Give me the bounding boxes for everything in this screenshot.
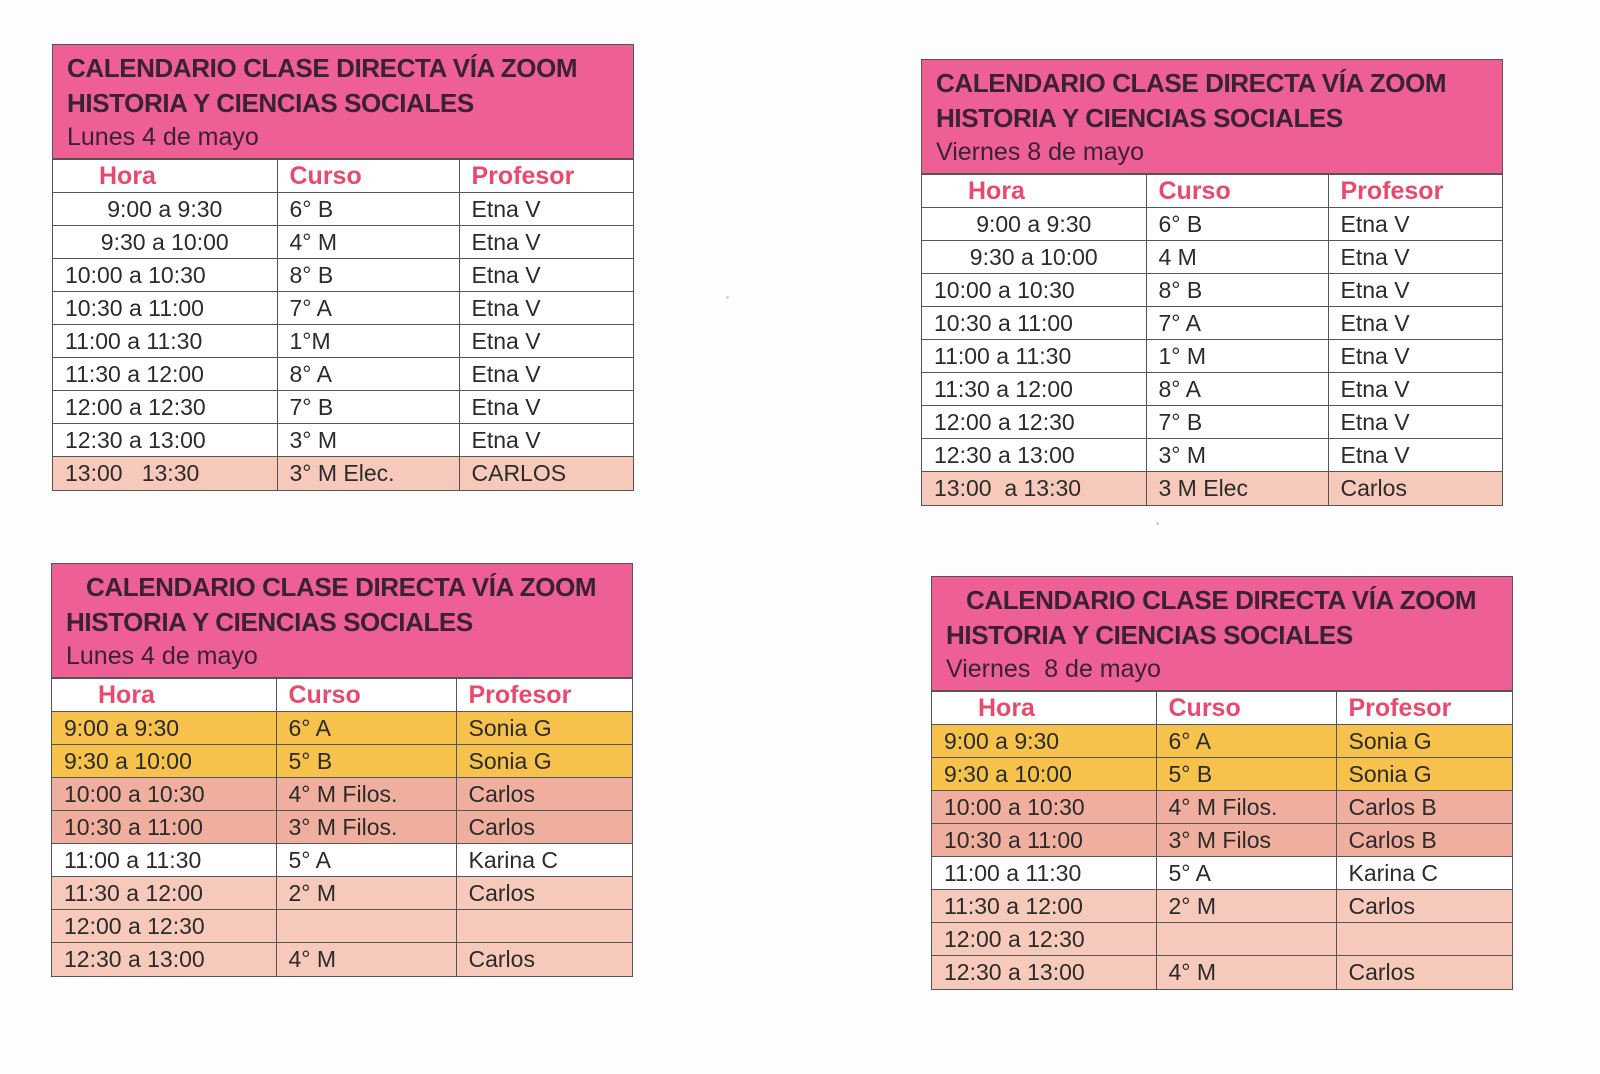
- cell-profesor: Etna V: [459, 193, 633, 226]
- cell-curso: 5° B: [1156, 758, 1336, 791]
- cell-profesor: Etna V: [1328, 406, 1502, 439]
- cell-profesor: Etna V: [1328, 208, 1502, 241]
- cell-curso: 4° M: [277, 226, 459, 259]
- column-hora: Hora: [52, 679, 276, 712]
- column-profesor: Profesor: [459, 160, 633, 193]
- cell-curso: 8° B: [1146, 274, 1328, 307]
- schedule-table-lunes-bottom: [51, 563, 633, 977]
- cell-profesor: Etna V: [459, 358, 633, 391]
- table-row: [932, 923, 1512, 956]
- cell-profesor: Etna V: [1328, 439, 1502, 472]
- table-row: [922, 472, 1502, 505]
- cell-curso: 4° M Filos.: [1156, 791, 1336, 824]
- cell-profesor: Carlos: [456, 877, 632, 910]
- cell-profesor: Carlos: [1336, 956, 1512, 989]
- table-day: Viernes 8 de mayo: [946, 655, 1161, 683]
- table-row: [53, 259, 633, 292]
- cell-curso: 3° M: [277, 424, 459, 457]
- cell-hora: 10:30 a 11:00: [922, 307, 1146, 340]
- table-row: [53, 358, 633, 391]
- cell-profesor: Carlos: [456, 943, 632, 976]
- cell-curso: 6° A: [276, 712, 456, 745]
- cell-curso: 3° M Elec.: [277, 457, 459, 490]
- table-row: [932, 824, 1512, 857]
- column-hora: Hora: [932, 692, 1156, 725]
- cell-hora: 12:00 a 12:30: [932, 923, 1156, 956]
- cell-curso: 1°M: [277, 325, 459, 358]
- table-row: [922, 307, 1502, 340]
- table-row: [932, 857, 1512, 890]
- cell-curso: 4° M Filos.: [276, 778, 456, 811]
- cell-hora: 10:00 a 10:30: [922, 274, 1146, 307]
- cell-hora: 11:00 a 11:30: [53, 325, 277, 358]
- cell-hora: 11:00 a 11:30: [932, 857, 1156, 890]
- table-header-banner: [922, 60, 1502, 174]
- cell-hora: 9:00 a 9:30: [932, 725, 1156, 758]
- table-row: [922, 373, 1502, 406]
- cell-hora: 11:30 a 12:00: [52, 877, 276, 910]
- column-profesor: Profesor: [1336, 692, 1512, 725]
- schedule-table-viernes-bottom: [931, 576, 1513, 990]
- cell-curso: 7° B: [277, 391, 459, 424]
- table-header-banner: [52, 564, 632, 678]
- cell-hora: 10:30 a 11:00: [932, 824, 1156, 857]
- cell-curso: 6° A: [1156, 725, 1336, 758]
- cell-hora: 13:00 13:30: [53, 457, 277, 490]
- table-row: [932, 890, 1512, 923]
- table-row: [52, 877, 632, 910]
- cell-profesor: Sonia G: [1336, 725, 1512, 758]
- table-row: [52, 778, 632, 811]
- column-header-row: [52, 679, 632, 712]
- cell-profesor: Sonia G: [456, 712, 632, 745]
- table-header-banner: [932, 577, 1512, 691]
- table-title: CALENDARIO CLASE DIRECTA VÍA ZOOM: [966, 585, 1477, 615]
- cell-hora: 12:00 a 12:30: [53, 391, 277, 424]
- scan-speck: [726, 296, 729, 299]
- table-row: [52, 943, 632, 976]
- cell-hora: 12:30 a 13:00: [53, 424, 277, 457]
- column-curso: Curso: [1146, 175, 1328, 208]
- table-row: [52, 712, 632, 745]
- column-hora: Hora: [922, 175, 1146, 208]
- column-curso: Curso: [277, 160, 459, 193]
- column-header-row: [932, 692, 1512, 725]
- cell-profesor: Etna V: [1328, 274, 1502, 307]
- cell-curso: 3° M Filos.: [276, 811, 456, 844]
- column-profesor: Profesor: [456, 679, 632, 712]
- table-row: [53, 292, 633, 325]
- cell-hora: 12:00 a 12:30: [922, 406, 1146, 439]
- table-subtitle: HISTORIA Y CIENCIAS SOCIALES: [67, 88, 474, 118]
- schedule-grid: [53, 159, 633, 490]
- cell-hora: 9:00 a 9:30: [922, 208, 1146, 241]
- cell-hora: 9:30 a 10:00: [932, 758, 1156, 791]
- cell-profesor: Carlos: [1328, 472, 1502, 505]
- cell-profesor: Carlos B: [1336, 791, 1512, 824]
- cell-profesor: Karina C: [1336, 857, 1512, 890]
- cell-curso: 3° M Filos: [1156, 824, 1336, 857]
- cell-profesor: Etna V: [1328, 307, 1502, 340]
- cell-curso: 8° B: [277, 259, 459, 292]
- cell-curso: 8° A: [1146, 373, 1328, 406]
- cell-curso: 4 M: [1146, 241, 1328, 274]
- cell-profesor: Carlos: [456, 778, 632, 811]
- table-title: CALENDARIO CLASE DIRECTA VÍA ZOOM: [67, 53, 578, 83]
- table-header-banner: [53, 45, 633, 159]
- cell-hora: 11:30 a 12:00: [922, 373, 1146, 406]
- cell-hora: 11:30 a 12:00: [53, 358, 277, 391]
- cell-curso: 6° B: [1146, 208, 1328, 241]
- cell-hora: 9:30 a 10:00: [53, 226, 277, 259]
- cell-curso: [276, 910, 456, 943]
- cell-profesor: Etna V: [459, 325, 633, 358]
- table-row: [922, 406, 1502, 439]
- cell-profesor: Carlos: [456, 811, 632, 844]
- schedule-grid: [932, 691, 1512, 989]
- cell-curso: 3° M: [1146, 439, 1328, 472]
- schedule-grid: [922, 174, 1502, 505]
- table-subtitle: HISTORIA Y CIENCIAS SOCIALES: [946, 620, 1353, 650]
- table-title: CALENDARIO CLASE DIRECTA VÍA ZOOM: [86, 572, 597, 602]
- table-row: [53, 325, 633, 358]
- scan-speck: [1156, 522, 1159, 525]
- column-profesor: Profesor: [1328, 175, 1502, 208]
- table-row: [52, 844, 632, 877]
- schedule-grid: [52, 678, 632, 976]
- schedule-table-lunes-top: [52, 44, 634, 491]
- column-hora: Hora: [53, 160, 277, 193]
- cell-hora: 12:00 a 12:30: [52, 910, 276, 943]
- cell-hora: 11:00 a 11:30: [922, 340, 1146, 373]
- cell-profesor: Etna V: [459, 226, 633, 259]
- cell-curso: [1156, 923, 1336, 956]
- cell-hora: 9:30 a 10:00: [922, 241, 1146, 274]
- cell-curso: 2° M: [276, 877, 456, 910]
- column-curso: Curso: [276, 679, 456, 712]
- cell-hora: 11:00 a 11:30: [52, 844, 276, 877]
- table-row: [922, 340, 1502, 373]
- column-curso: Curso: [1156, 692, 1336, 725]
- cell-profesor: Etna V: [1328, 373, 1502, 406]
- cell-hora: 10:00 a 10:30: [932, 791, 1156, 824]
- cell-profesor: CARLOS: [459, 457, 633, 490]
- cell-profesor: [1336, 923, 1512, 956]
- table-row: [922, 241, 1502, 274]
- cell-hora: 9:00 a 9:30: [52, 712, 276, 745]
- table-row: [932, 956, 1512, 989]
- cell-hora: 12:30 a 13:00: [932, 956, 1156, 989]
- cell-hora: 9:00 a 9:30: [53, 193, 277, 226]
- cell-curso: 7° A: [1146, 307, 1328, 340]
- table-row: [52, 910, 632, 943]
- table-row: [932, 758, 1512, 791]
- table-row: [922, 274, 1502, 307]
- table-row: [932, 725, 1512, 758]
- cell-hora: 12:30 a 13:00: [922, 439, 1146, 472]
- cell-curso: 5° A: [276, 844, 456, 877]
- cell-profesor: Karina C: [456, 844, 632, 877]
- table-day: Lunes 4 de mayo: [67, 123, 259, 151]
- table-subtitle: HISTORIA Y CIENCIAS SOCIALES: [936, 103, 1343, 133]
- cell-hora: 9:30 a 10:00: [52, 745, 276, 778]
- cell-curso: 7° B: [1146, 406, 1328, 439]
- cell-curso: 4° M: [1156, 956, 1336, 989]
- table-row: [922, 439, 1502, 472]
- cell-profesor: Etna V: [459, 292, 633, 325]
- cell-curso: 5° B: [276, 745, 456, 778]
- schedule-table-viernes-top: [921, 59, 1503, 506]
- table-day: Viernes 8 de mayo: [936, 138, 1144, 166]
- table-row: [932, 791, 1512, 824]
- cell-curso: 3 M Elec: [1146, 472, 1328, 505]
- cell-curso: 4° M: [276, 943, 456, 976]
- cell-profesor: Etna V: [1328, 340, 1502, 373]
- cell-hora: 11:30 a 12:00: [932, 890, 1156, 923]
- table-row: [53, 193, 633, 226]
- table-row: [53, 424, 633, 457]
- table-row: [53, 226, 633, 259]
- cell-hora: 13:00 a 13:30: [922, 472, 1146, 505]
- cell-hora: 10:30 a 11:00: [52, 811, 276, 844]
- cell-profesor: [456, 910, 632, 943]
- cell-curso: 5° A: [1156, 857, 1336, 890]
- cell-hora: 12:30 a 13:00: [52, 943, 276, 976]
- table-row: [922, 208, 1502, 241]
- cell-profesor: Etna V: [459, 424, 633, 457]
- cell-hora: 10:00 a 10:30: [52, 778, 276, 811]
- column-header-row: [922, 175, 1502, 208]
- cell-profesor: Carlos B: [1336, 824, 1512, 857]
- cell-curso: 7° A: [277, 292, 459, 325]
- cell-profesor: Sonia G: [1336, 758, 1512, 791]
- table-day: Lunes 4 de mayo: [66, 642, 258, 670]
- cell-hora: 10:00 a 10:30: [53, 259, 277, 292]
- cell-curso: 1° M: [1146, 340, 1328, 373]
- cell-curso: 2° M: [1156, 890, 1336, 923]
- table-subtitle: HISTORIA Y CIENCIAS SOCIALES: [66, 607, 473, 637]
- cell-profesor: Sonia G: [456, 745, 632, 778]
- table-row: [52, 811, 632, 844]
- cell-profesor: Carlos: [1336, 890, 1512, 923]
- cell-profesor: Etna V: [459, 259, 633, 292]
- table-row: [52, 745, 632, 778]
- cell-curso: 6° B: [277, 193, 459, 226]
- cell-profesor: Etna V: [1328, 241, 1502, 274]
- table-title: CALENDARIO CLASE DIRECTA VÍA ZOOM: [936, 68, 1447, 98]
- column-header-row: [53, 160, 633, 193]
- cell-curso: 8° A: [277, 358, 459, 391]
- table-row: [53, 391, 633, 424]
- table-row: [53, 457, 633, 490]
- cell-profesor: Etna V: [459, 391, 633, 424]
- cell-hora: 10:30 a 11:00: [53, 292, 277, 325]
